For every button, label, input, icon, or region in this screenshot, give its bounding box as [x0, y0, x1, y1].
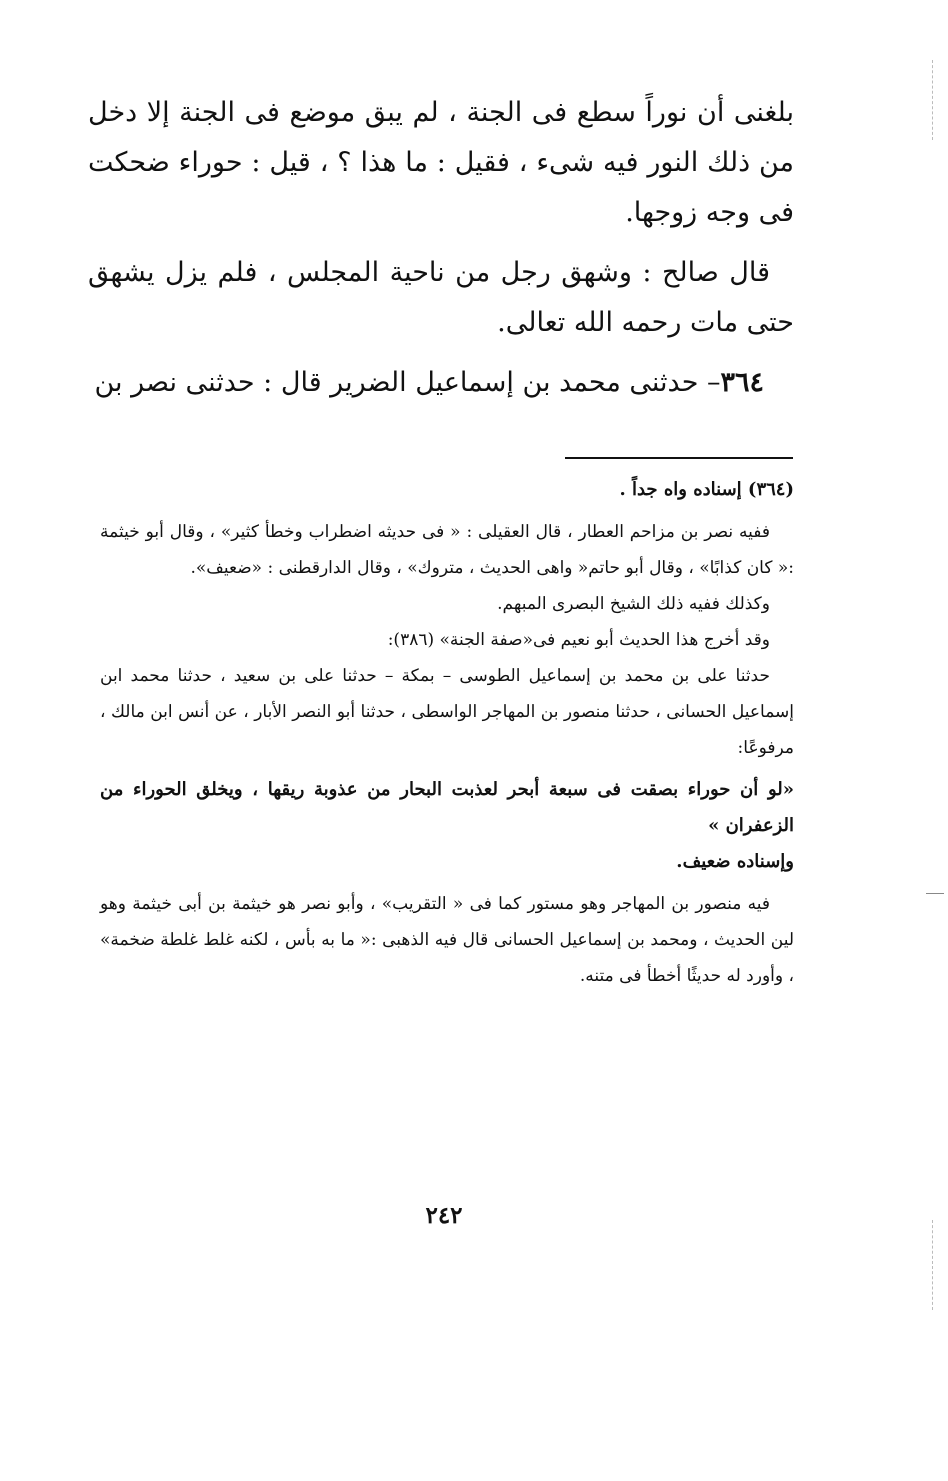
page-number: ٢٤٢	[425, 1202, 463, 1229]
footnote-paragraph-4: حدثنا على بن محمد بن إسماعيل الطوسى – بمكة – حدثنا على بن سعيد ، حدثنا محمد ابن إسماعيل الحسانى ، حدثنا منصور بن المهاجر الواسطى ، حدثنا أبو النصر الأبار ، عن أنس ابن مالك ، مرفوعًا:	[100, 666, 794, 758]
footnotes-block	[100, 470, 794, 994]
main-text-block	[88, 88, 794, 408]
hadith-number: ٣٦٤	[720, 367, 764, 398]
footnote-grading: وإسناده ضعيف.	[676, 851, 794, 872]
footnote-divider	[565, 457, 793, 459]
footnote-title: (٣٦٤) إسناده واه جداً .	[619, 479, 794, 500]
hadith-paragraph	[88, 358, 794, 408]
footnote-paragraph-1: ففيه نصر بن مزاحم العطار ، قال العقيلى : « فى حديثه اضطراب وخطأ كثير» ، وقال أبو خيثمة :« كان كذابًا» ، وقال أبو حاتم« واهى الحديث ، متروك» ، وقال الدارقطنى : «ضعيف».	[100, 522, 794, 578]
main-paragraph-1: بلغنى أن نوراً سطع فى الجنة ، لم يبق موضع فى الجنة إلا دخل من ذلك النور فيه شىء ، فقيل : ما هذا ؟ ، قيل : حوراء ضحكت فى وجه زوجها.	[88, 97, 794, 228]
scan-edge-mark-bottom	[932, 1220, 933, 1310]
scan-edge-tick	[926, 893, 944, 894]
footnote-paragraph-3: وقد أخرج هذا الحديث أبو نعيم فى«صفة الجنة» (٣٨٦):	[387, 630, 770, 650]
scan-edge-mark-top	[932, 60, 933, 140]
footnote-paragraph-2: وكذلك ففيه ذلك الشيخ البصرى المبهم.	[497, 594, 770, 614]
footnote-quote: «لو أن حوراء بصقت فى سبعة أبحر لعذبت البحار من عذوبة ريقها ، ويخلق الحوراء من الزعفران »	[100, 779, 794, 836]
main-paragraph-2: قال صالح : وشهق رجل من ناحية المجلس ، فلم يزل يشهق حتى مات رحمه الله تعالى.	[88, 257, 794, 338]
footnote-paragraph-7: فيه منصور بن المهاجر وهو مستور كما فى « التقريب» ، وأبو نصر هو خيثمة بن أبى خيثمة وهو لين الحديث ، ومحمد بن إسماعيل الحسانى قال فيه الذهبى :« ما به بأس ، لكنه غلط غلطة ضخمة» ، وأورد له حديثًا أخطأ فى متنه.	[100, 894, 794, 986]
hadith-text: – حدثنى محمد بن إسماعيل الضرير قال : حدثنى نصر بن	[94, 367, 721, 398]
